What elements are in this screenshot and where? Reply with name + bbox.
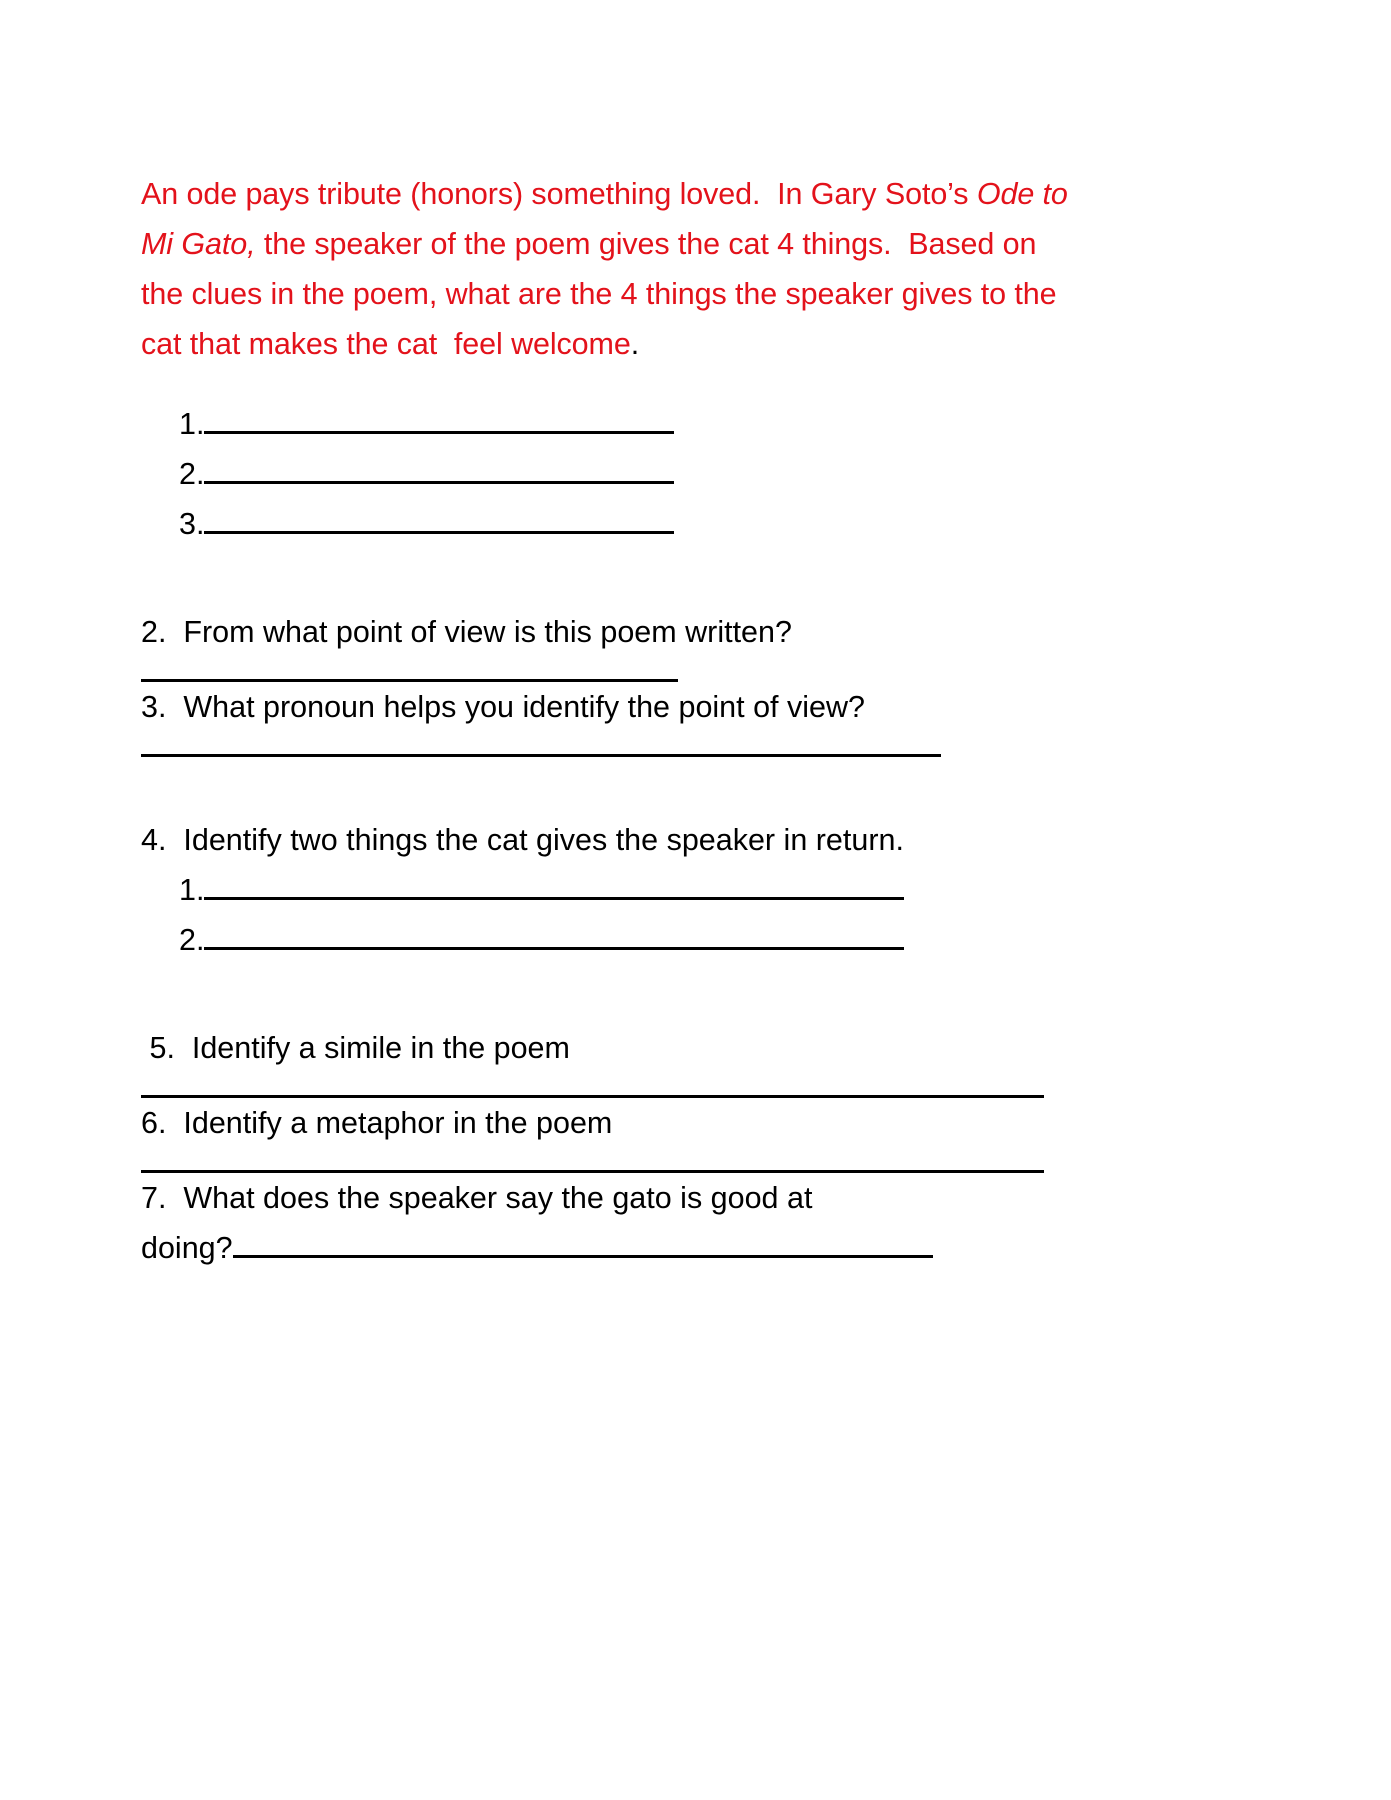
spacer	[141, 732, 1071, 754]
intro-text-part2: the speaker of the poem gives the cat 4 things. Based on the clues in the poem, what are the 4 things the speaker gives to the cat that makes the cat feel welcome	[141, 226, 1065, 361]
question-7-text: What does the speaker say the gato is good at	[183, 1181, 813, 1215]
intro-answer-blank-3[interactable]	[204, 531, 674, 534]
worksheet-content	[141, 138, 1077, 1273]
spacer	[141, 549, 1071, 607]
question-2-number: 2.	[141, 615, 167, 649]
question-2	[141, 607, 1071, 657]
question-4-answer-blank-2[interactable]	[204, 947, 904, 950]
spacer	[141, 1148, 1071, 1170]
intro-poem-title: Ode to Mi Gato,	[141, 176, 1077, 261]
question-5-text: Identify a simile in the poem	[191, 1031, 570, 1065]
question-7-text-line2: doing?	[141, 1231, 233, 1265]
question-5-number: 5.	[149, 1031, 175, 1065]
question-5	[141, 1023, 1071, 1073]
question-3-text: What pronoun helps you identify the point of view?	[183, 690, 865, 724]
list-item[interactable]	[141, 865, 1071, 915]
intro-answer-blank-2[interactable]	[204, 481, 674, 484]
question-7-answer-blank[interactable]	[233, 1255, 933, 1258]
question-7-line2	[141, 1223, 1071, 1273]
spacer	[141, 757, 1071, 815]
list-item[interactable]	[141, 915, 1071, 965]
question-6-text: Identify a metaphor in the poem	[183, 1106, 613, 1140]
intro-text-part1: An ode pays tribute (honors) something loved. In Gary Soto’s	[141, 176, 977, 211]
question-7-number: 7.	[141, 1181, 167, 1215]
list-item[interactable]	[141, 449, 1071, 499]
spacer	[141, 1073, 1071, 1095]
question-6	[141, 1098, 1071, 1148]
intro-blank-number-1: 1.	[179, 407, 205, 441]
intro-blank-number-3: 3.	[179, 507, 205, 541]
intro-answer-blank-1[interactable]	[204, 431, 674, 434]
question-4-blank-number-2: 2.	[179, 923, 205, 957]
list-item[interactable]	[141, 499, 1071, 549]
spacer	[141, 657, 1071, 679]
question-4-answer-blank-1[interactable]	[204, 897, 904, 900]
list-item[interactable]	[141, 399, 1071, 449]
question-4-blank-number-1: 1.	[179, 873, 205, 907]
question-3	[141, 682, 1071, 732]
intro-blank-list	[141, 399, 1071, 549]
question-5-leading-space	[141, 1023, 149, 1073]
question-4-number: 4.	[141, 823, 167, 857]
question-7	[141, 1173, 1071, 1223]
intro-paragraph	[141, 169, 1077, 369]
question-3-number: 3.	[141, 690, 167, 724]
question-4-text: Identify two things the cat gives the speaker in return.	[183, 823, 904, 857]
question-4-blank-list	[141, 865, 1071, 965]
intro-blank-number-2: 2.	[179, 457, 205, 491]
question-2-text: From what point of view is this poem written?	[183, 615, 792, 649]
question-6-number: 6.	[141, 1106, 167, 1140]
spacer	[141, 965, 1071, 1023]
intro-period: .	[630, 326, 640, 361]
question-4	[141, 815, 1071, 865]
